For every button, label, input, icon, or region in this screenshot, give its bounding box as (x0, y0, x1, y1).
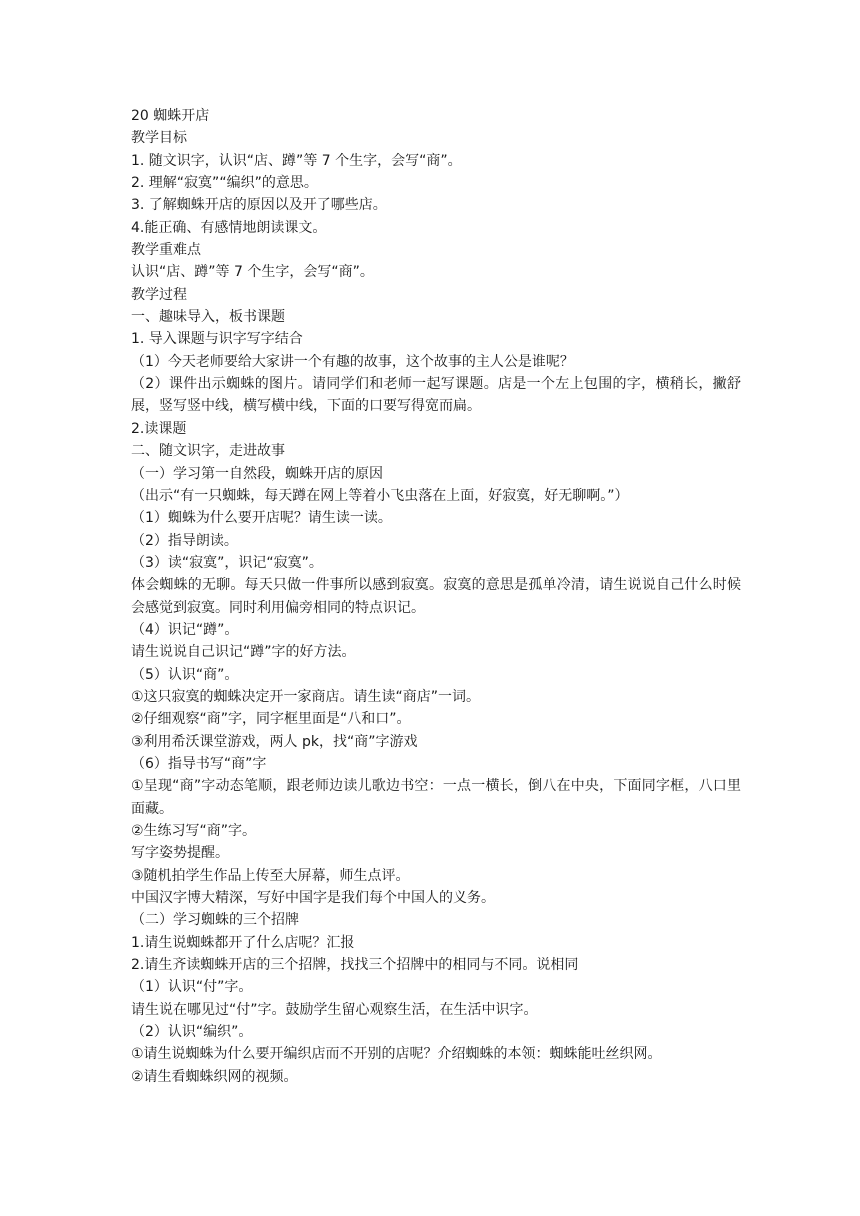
paragraph: 4.能正确、有感情地朗读课文。 (131, 219, 327, 236)
document-body (131, 105, 741, 1088)
paragraph: 请生说在哪见过“付”字。鼓励学生留心观察生活，在生活中识字。 (131, 1001, 538, 1018)
paragraph: （1）今天老师要给大家讲一个有趣的故事，这个故事的主人公是谁呢？ (131, 353, 574, 370)
paragraph: （5）认识“商”。 (131, 666, 239, 683)
paragraph: （2）课件出示蜘蛛的图片。请同学们和老师一起写课题。店是一个左上包围的字，横稍长，撇舒展，竖写竖中线，横写横中线，下面的口要写得宽而扁。 (131, 376, 741, 415)
paragraph: 写字姿势提醒。 (131, 845, 229, 862)
paragraph: ③随机拍学生作品上传至大屏幕，师生点评。 (131, 867, 410, 884)
paragraph: （6）指导书写“商”字 (131, 755, 267, 772)
paragraph: （4）识记“蹲”。 (131, 621, 239, 638)
paragraph: （1）蜘蛛为什么要开店呢？请生读一读。 (131, 510, 392, 527)
paragraph: 2.请生齐读蜘蛛开店的三个招牌，找找三个招牌中的相同与不同。说相同 (131, 957, 579, 974)
paragraph: （1）认识“付”字。 (131, 979, 253, 996)
paragraph: ③利用希沃课堂游戏，两人 pk，找“商”字游戏 (131, 733, 418, 750)
paragraph: 2.读课题 (131, 420, 187, 437)
paragraph: 二、随文识字，走进故事 (131, 443, 285, 460)
paragraph: 请生说说自己识记“蹲”字的好方法。 (131, 644, 356, 661)
section-heading: 教学目标 (131, 130, 187, 147)
paragraph: 3. 了解蜘蛛开店的原因以及开了哪些店。 (131, 197, 387, 214)
paragraph: ①呈现“商”字动态笔顺，跟老师边读儿歌边书空：一点一横长，倒八在中央，下面同字框，八口里面藏。 (131, 778, 741, 817)
paragraph: （2）认识“编织”。 (131, 1024, 253, 1041)
paragraph: 2. 理解“寂寞”“编织”的意思。 (131, 175, 318, 192)
paragraph: （出示“有一只蜘蛛，每天蹲在网上等着小飞虫落在上面，好寂寞，好无聊啊。”） (131, 487, 629, 504)
section-heading: 教学重难点 (131, 242, 201, 259)
paragraph: ②请生看蜘蛛织网的视频。 (131, 1068, 298, 1085)
paragraph: （2）指导朗读。 (131, 532, 238, 549)
paragraph: ②生练习写“商”字。 (131, 823, 257, 839)
paragraph: 1. 随文识字，认识“店、蹲”等 7 个生字，会写“商”。 (131, 152, 462, 169)
paragraph: ②仔细观察“商”字，同字框里面是“八和口”。 (131, 711, 411, 728)
paragraph: （3）读“寂寞”，识记“寂寞”。 (131, 554, 323, 571)
paragraph: ①这只寂寞的蜘蛛决定开一家商店。请生读“商店”一词。 (131, 688, 481, 705)
lesson-title: 20 蜘蛛开店 (131, 108, 210, 124)
paragraph: 1.请生说蜘蛛都开了什么店呢？汇报 (131, 934, 355, 951)
paragraph: 1. 导入课题与识字写字结合 (131, 331, 303, 348)
paragraph: （一）学习第一自然段，蜘蛛开店的原因 (131, 465, 383, 482)
paragraph: 认识“店、蹲”等 7 个生字，会写“商”。 (131, 264, 374, 281)
paragraph: （二）学习蜘蛛的三个招牌 (131, 912, 299, 929)
paragraph: ①请生说蜘蛛为什么要开编织店而不开别的店呢？介绍蜘蛛的本领：蜘蛛能吐丝织网。 (131, 1046, 662, 1063)
paragraph: 体会蜘蛛的无聊。每天只做一件事所以感到寂寞。寂寞的意思是孤单冷清，请生说说自己什么时候会感觉到寂寞。同时利用偏旁相同的特点识记。 (131, 577, 741, 616)
section-heading: 教学过程 (131, 286, 187, 303)
paragraph: 一、趣味导入，板书课题 (131, 309, 285, 326)
paragraph: 中国汉字博大精深，写好中国字是我们每个中国人的义务。 (131, 890, 495, 907)
